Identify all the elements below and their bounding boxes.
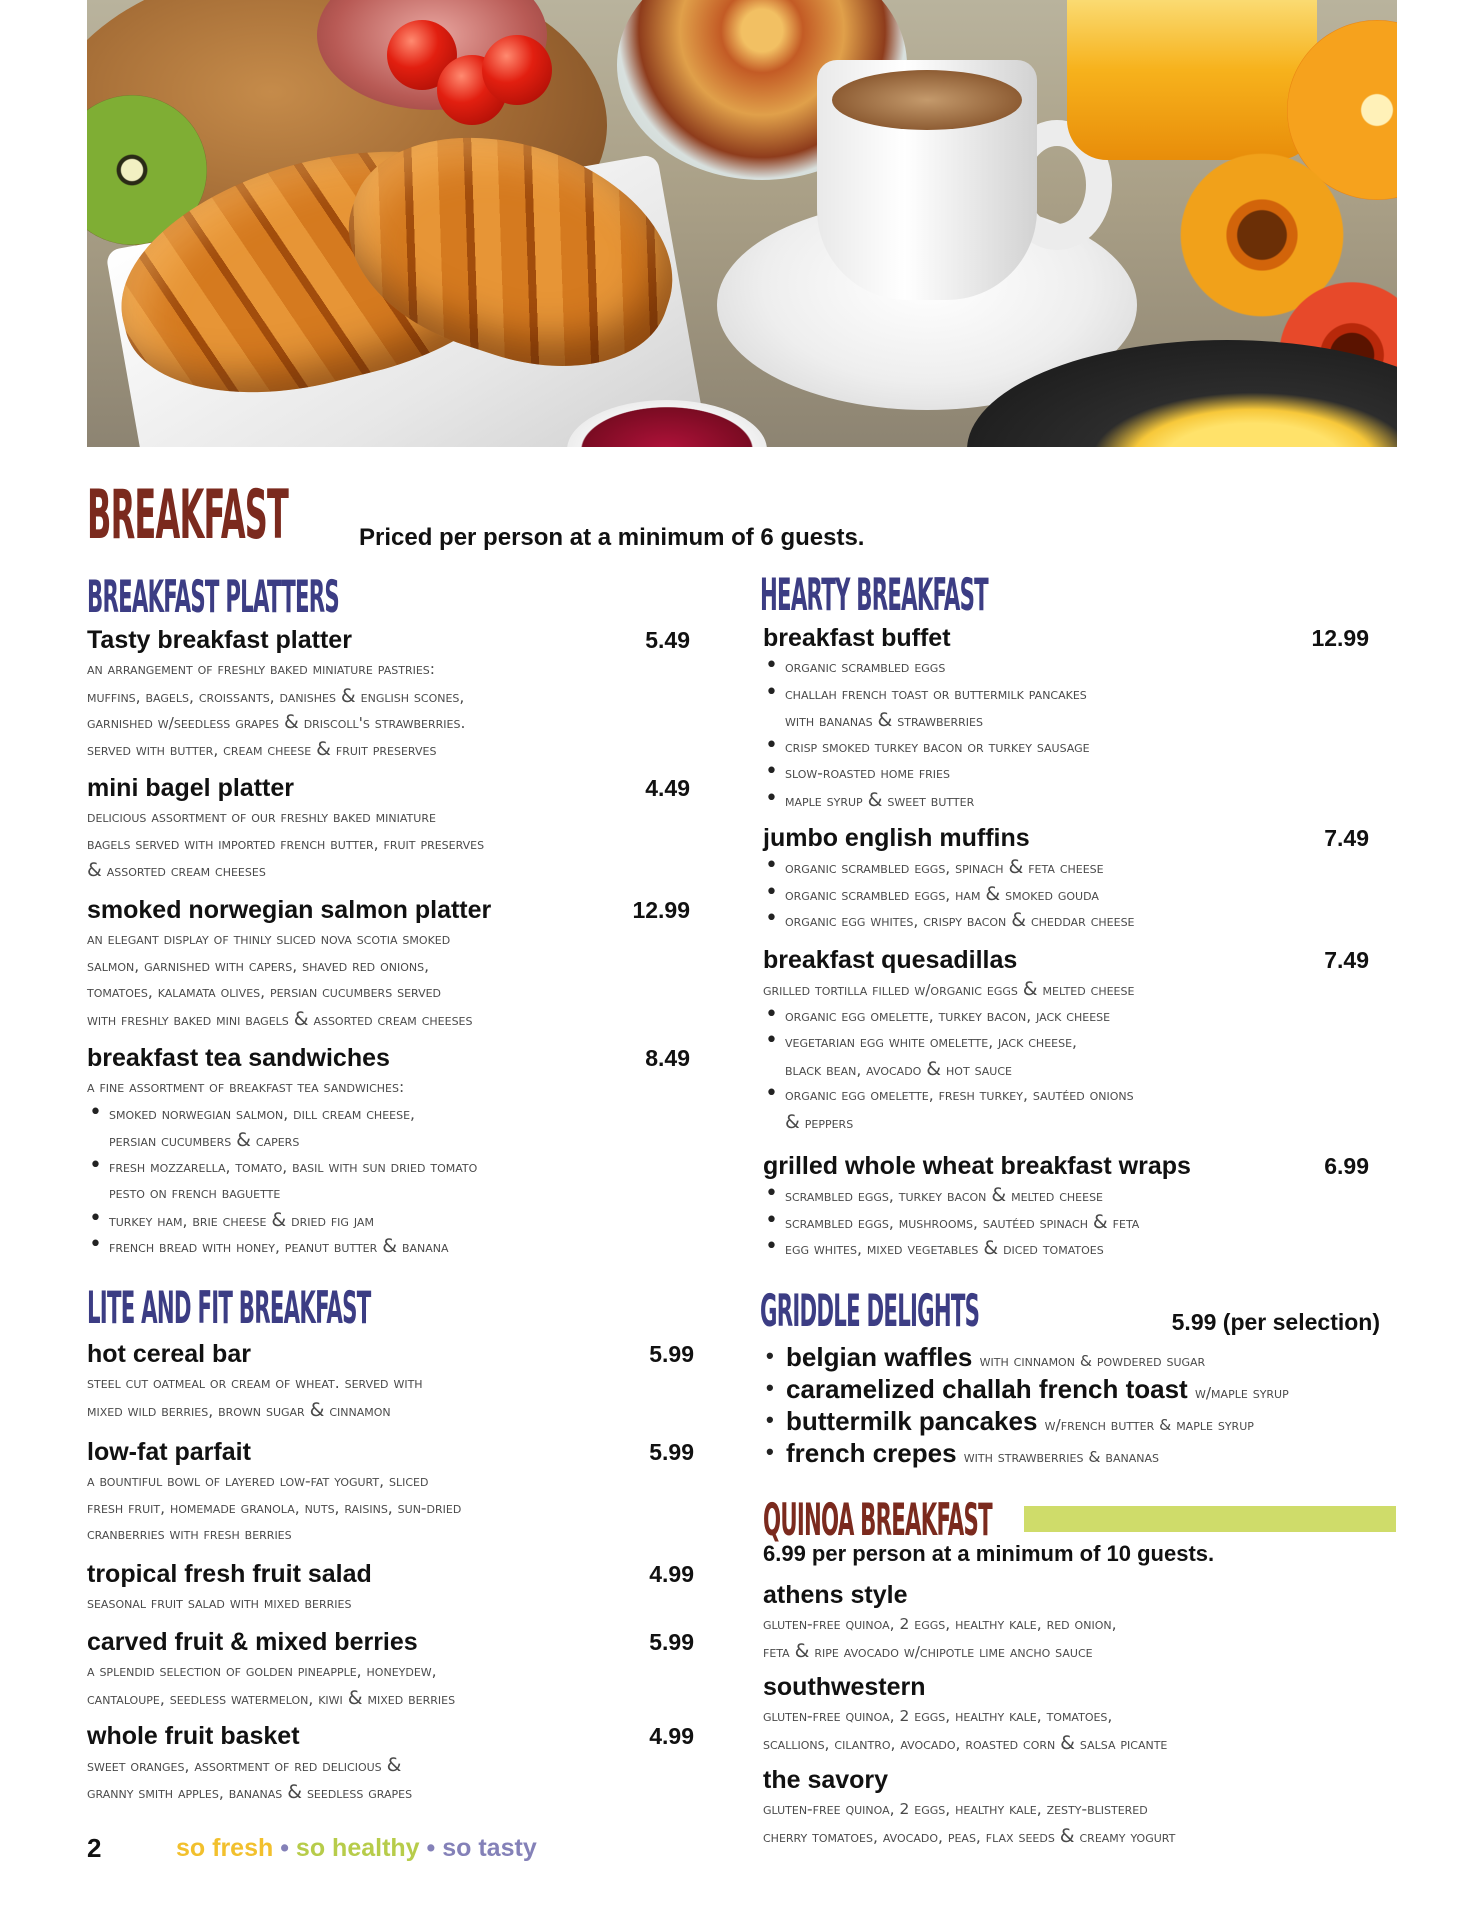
page-subtitle: Priced per person at a minimum of 6 guests. [359, 524, 865, 551]
bullet-item: • maple syrup & sweet butter [763, 787, 974, 815]
page-number: 2 [87, 1833, 102, 1863]
griddle-item-name: french crepes [786, 1438, 957, 1468]
menu-item-description: scallions, cilantro, avocado, roasted corn & salsa picante [763, 1731, 1168, 1754]
slogan-separator: • [273, 1834, 296, 1862]
menu-item-description: salmon, garnished with capers, shaved red onions, [87, 956, 430, 975]
bullet-continuation: black bean, avocado & hot sauce [785, 1057, 1012, 1080]
menu-item-price: 5.49 [645, 627, 690, 653]
griddle-item-detail: with cinnamon & powdered sugar [979, 1352, 1206, 1370]
menu-item-price: 8.49 [645, 1045, 690, 1071]
griddle-item-detail: with strawberries & bananas [963, 1448, 1159, 1466]
menu-item-description: gluten-free quinoa, 2 eggs, healthy kale, zesty-blistered [763, 1800, 1148, 1818]
bullet-item: • vegetarian egg white omelette, jack cheese, [763, 1029, 1077, 1056]
menu-item-description: muffins, bagels, croissants, danishes & english scones, [87, 684, 465, 707]
menu-item-description: gluten-free quinoa, 2 eggs, healthy kale, red onion, [763, 1615, 1117, 1633]
bullet-item: • french bread with honey, peanut butter & banana [87, 1233, 449, 1261]
bullet-item: • organic scrambled eggs, ham & smoked gouda [763, 881, 1099, 909]
bullet-item: • organic scrambled eggs, spinach & feta cheese [763, 854, 1104, 882]
menu-item-description: sweet oranges, assortment of red delicious & [87, 1754, 402, 1776]
menu-item-name: whole fruit basket [87, 1722, 300, 1750]
menu-item-intro: a fine assortment of breakfast tea sandwiches: [87, 1078, 405, 1096]
menu-item-description: granny smith apples, bananas & seedless grapes [87, 1780, 413, 1803]
menu-item-name: tropical fresh fruit salad [87, 1560, 372, 1588]
menu-item-name: athens style [763, 1581, 908, 1609]
menu-item-description: & assorted cream cheeses [87, 859, 266, 881]
griddle-item-detail: w/maple syrup [1194, 1384, 1289, 1402]
menu-item-price: 4.99 [649, 1561, 694, 1587]
menu-item-price: 6.99 [1324, 1153, 1369, 1179]
menu-item-description: served with butter, cream cheese & fruit preserves [87, 737, 437, 760]
cherry-tomato [482, 35, 552, 105]
bullet-item: • organic egg omelette, fresh turkey, sautéed onions [763, 1082, 1134, 1109]
griddle-item-name: belgian waffles [786, 1342, 973, 1372]
menu-item-description: garnished w/seedless grapes & driscoll's strawberries. [87, 711, 466, 733]
orange-juice-glass [1067, 0, 1317, 160]
page-title: BREAKFAST [87, 476, 289, 556]
bullet-item: • scrambled eggs, turkey bacon & melted cheese [763, 1182, 1103, 1210]
menu-item-description: an arrangement of freshly baked miniature pastries: [87, 660, 435, 678]
bullet-item: • scrambled eggs, mushrooms, sautéed spinach & feta [763, 1209, 1139, 1237]
bullet-item: • turkey ham, brie cheese & dried fig jam [87, 1207, 374, 1235]
menu-item-price: 12.99 [632, 897, 690, 923]
bullet-continuation: pesto on french baguette [109, 1184, 281, 1202]
menu-item-price: 4.49 [645, 775, 690, 801]
menu-item-description: an elegant display of thinly sliced nova scotia smoked [87, 930, 451, 948]
bullet-continuation: persian cucumbers & capers [109, 1129, 300, 1151]
coffee-surface [832, 70, 1022, 130]
griddle-item [764, 1437, 1159, 1473]
bullet-item: • organic egg omelette, turkey bacon, jack cheese [763, 1003, 1110, 1030]
bullet-item: • crisp smoked turkey bacon or turkey sausage [763, 734, 1090, 761]
bullet-continuation: & peppers [785, 1110, 854, 1133]
menu-item-name: low-fat parfait [87, 1438, 251, 1466]
slogan-fresh: so fresh [176, 1834, 274, 1862]
menu-item-description: tomatoes, kalamata olives, persian cucumbers served [87, 983, 442, 1001]
bullet-item: • egg whites, mixed vegetables & diced tomatoes [763, 1235, 1104, 1263]
menu-item-price: 12.99 [1311, 625, 1369, 651]
menu-item-price: 7.49 [1324, 825, 1369, 851]
menu-item-name: smoked norwegian salmon platter [87, 896, 492, 924]
bullet-item: • organic scrambled eggs [763, 654, 945, 681]
bullet-item: • organic egg whites, crispy bacon & cheddar cheese [763, 907, 1135, 935]
section-title-quinoa-breakfast: QUINOA BREAKFAST [763, 1493, 992, 1546]
menu-item-description: with freshly baked mini bagels & assorted cream cheeses [87, 1007, 473, 1030]
menu-item-description: gluten-free quinoa, 2 eggs, healthy kale, tomatoes, [763, 1707, 1113, 1725]
section-title-lite-and-fit: LITE AND FIT BREAKFAST [87, 1281, 371, 1334]
griddle-price: 5.99 (per selection) [1171, 1309, 1380, 1335]
bullet-item: • slow-roasted home fries [763, 760, 950, 787]
section-title-griddle-delights: GRIDDLE DELIGHTS [760, 1284, 980, 1337]
menu-item-price: 7.49 [1324, 947, 1369, 973]
hero-breakfast-photo [87, 0, 1397, 447]
bullet-item: • challah french toast or buttermilk pancakes [763, 681, 1087, 708]
menu-item-description: cherry tomatoes, avocado, peas, flax seeds & creamy yogurt [763, 1824, 1176, 1847]
section-title-breakfast-platters: BREAKFAST PLATTERS [87, 570, 339, 623]
griddle-item-name: caramelized challah french toast [786, 1374, 1188, 1404]
menu-item-price: 4.99 [649, 1723, 694, 1749]
menu-item-name: carved fruit & mixed berries [87, 1628, 418, 1656]
menu-item-name: southwestern [763, 1673, 926, 1701]
menu-item-description: feta & ripe avocado w/chipotle lime ancho sauce [763, 1639, 1093, 1662]
menu-item-description: steel cut oatmeal or cream of wheat. served with [87, 1374, 423, 1392]
menu-item-description: seasonal fruit salad with mixed berries [87, 1594, 352, 1612]
menu-item-name: breakfast quesadillas [763, 946, 1018, 974]
quinoa-accent-bar [1024, 1506, 1396, 1532]
menu-item-name: mini bagel platter [87, 774, 294, 802]
menu-item-name: jumbo english muffins [763, 824, 1030, 852]
menu-item-price: 5.99 [649, 1439, 694, 1465]
menu-item-description: mixed wild berries, brown sugar & cinnamon [87, 1398, 391, 1421]
menu-item-description: delicious assortment of our freshly baked miniature [87, 808, 436, 826]
menu-item-description: cranberries with fresh berries [87, 1525, 292, 1543]
menu-item-description: cantaloupe, seedless watermelon, kiwi & mixed berries [87, 1686, 456, 1709]
griddle-item-detail: w/french butter & maple syrup [1044, 1416, 1254, 1434]
griddle-item-name: buttermilk pancakes [786, 1406, 1038, 1436]
slogan-separator: • [419, 1834, 443, 1862]
griddle-item [764, 1341, 1205, 1377]
quinoa-subtitle: 6.99 per person at a minimum of 10 guests. [763, 1541, 1215, 1566]
menu-item-name: Tasty breakfast platter [87, 626, 352, 654]
griddle-item [764, 1405, 1254, 1441]
bullet-continuation: with bananas & strawberries [785, 709, 983, 731]
menu-item-name: hot cereal bar [87, 1340, 251, 1368]
slogan-tasty: so tasty [442, 1834, 537, 1862]
section-title-hearty-breakfast: HEARTY BREAKFAST [760, 568, 988, 621]
griddle-item [764, 1373, 1289, 1409]
slogan-healthy: so healthy [295, 1834, 420, 1862]
menu-item-name: grilled whole wheat breakfast wraps [763, 1152, 1191, 1180]
menu-item-price: 5.99 [649, 1341, 694, 1367]
menu-item-name: the savory [763, 1766, 889, 1794]
bullet-item: • fresh mozzarella, tomato, basil with sun dried tomato [87, 1154, 477, 1181]
menu-item-description: a bountiful bowl of layered low-fat yogurt, sliced [87, 1472, 429, 1490]
menu-item-name: breakfast tea sandwiches [87, 1044, 390, 1072]
menu-item-description: a splendid selection of golden pineapple, honeydew, [87, 1662, 437, 1680]
menu-item-description: bagels served with imported french butter, fruit preserves [87, 834, 485, 853]
menu-item-price: 5.99 [649, 1629, 694, 1655]
menu-item-intro: grilled tortilla filled w/organic eggs & melted cheese [763, 978, 1135, 1000]
bullet-item: • smoked norwegian salmon, dill cream cheese, [87, 1101, 415, 1128]
slogan [176, 1834, 537, 1863]
menu-item-name: breakfast buffet [763, 624, 951, 652]
menu-item-description: fresh fruit, homemade granola, nuts, raisins, sun-dried [87, 1498, 462, 1517]
